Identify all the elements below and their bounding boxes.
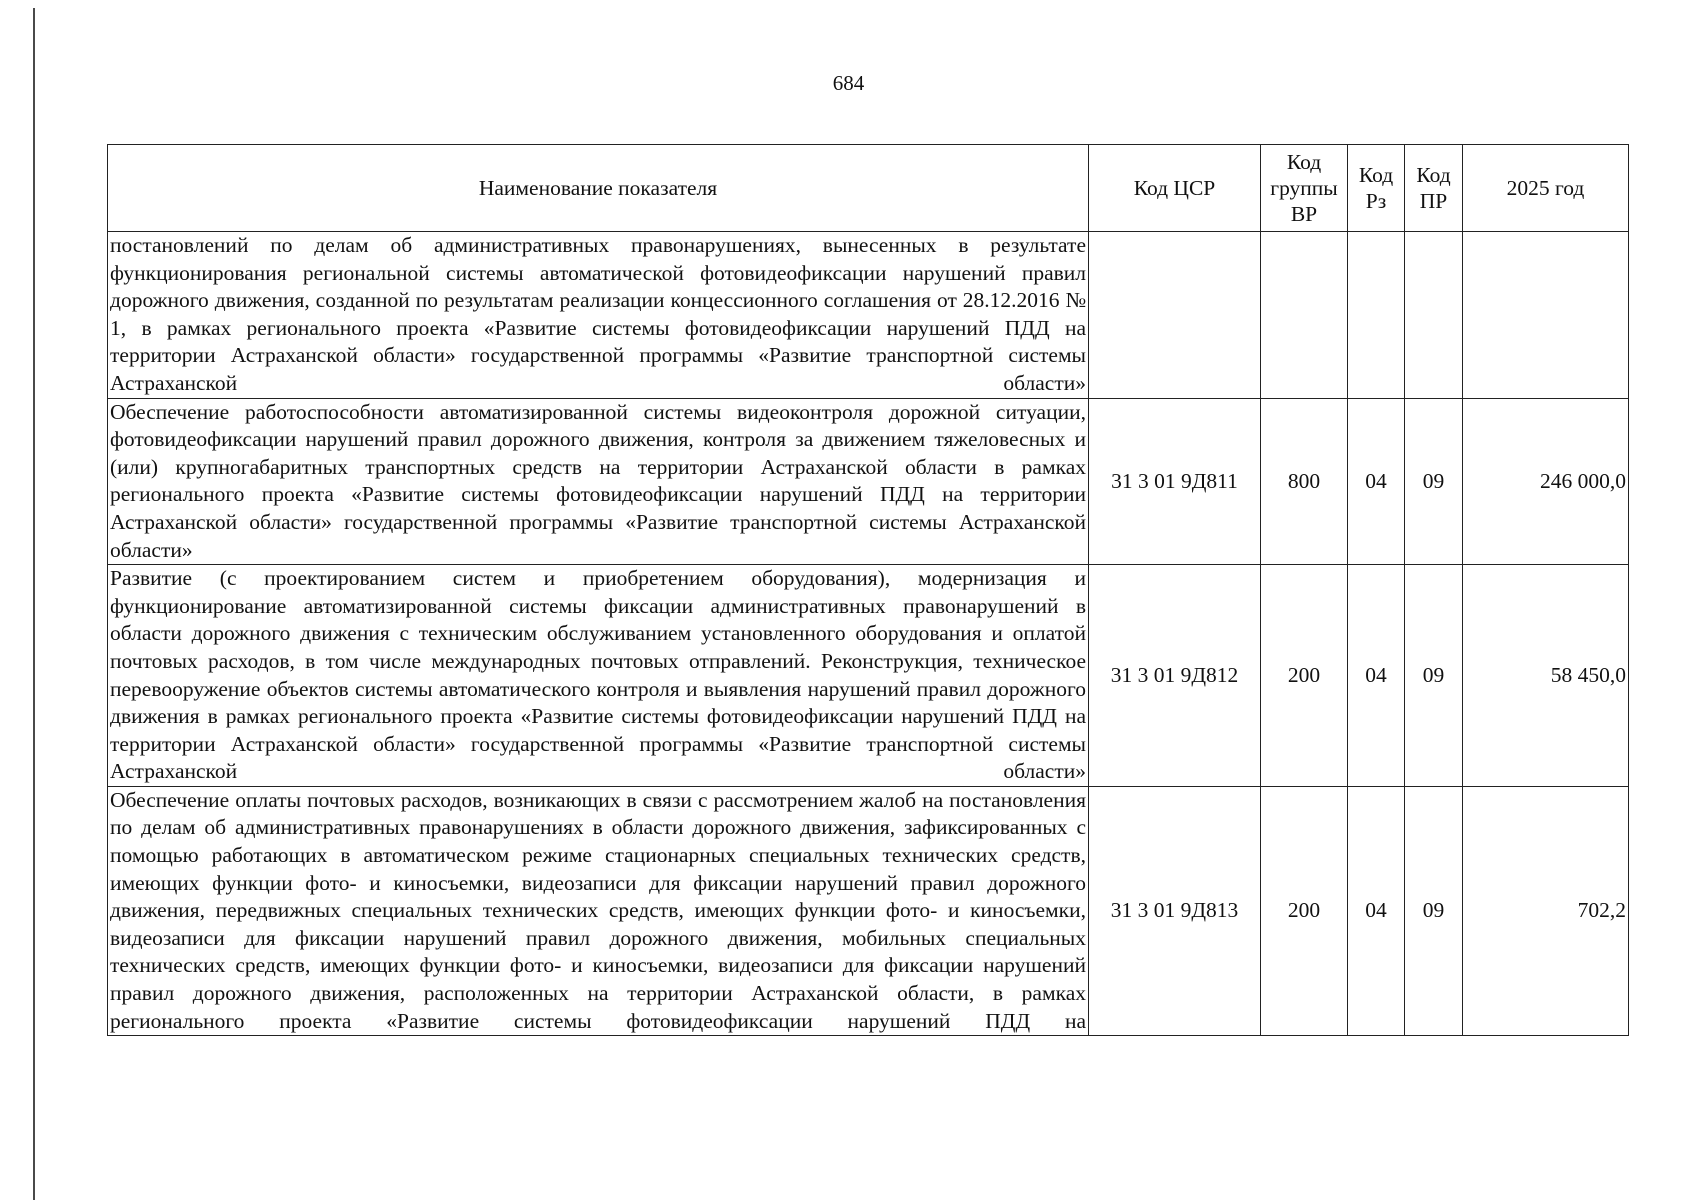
row-name: Развитие (с проектированием систем и приобретением оборудования), модернизация и функционирование автоматизированной системы фиксации административных правонарушений в области дорожного движения с техническим обслуживанием установленного оборудования и оплатой почтовых расходов, в том числе международных почтовых отправлений. Реконструкция, техническое перевооружение объектов системы автоматического контроля и выявления нарушений правил дорожного движения в рамках регионального проекта «Развитие системы фотовидеофиксации нарушений ПДД на территории Астраханской области» государственной программы «Развитие транспортной системы Астраханской области» xyxy=(108,565,1089,787)
row-vr-code: 200 xyxy=(1261,565,1348,787)
header-vr-code: Код группы ВР xyxy=(1261,145,1348,232)
table-row xyxy=(108,786,1629,1035)
header-csr-code: Код ЦСР xyxy=(1089,145,1261,232)
row-csr-code: 31 3 01 9Д813 xyxy=(1089,786,1261,1035)
row-rz-code: 04 xyxy=(1348,565,1405,787)
row-csr-code: 31 3 01 9Д812 xyxy=(1089,565,1261,787)
row-amount: 58 450,0 xyxy=(1463,565,1629,787)
row-vr-code xyxy=(1261,232,1348,399)
row-amount: 246 000,0 xyxy=(1463,398,1629,565)
table-row xyxy=(108,232,1629,399)
page-number: 684 xyxy=(832,71,865,95)
row-vr-code: 800 xyxy=(1261,398,1348,565)
row-rz-code xyxy=(1348,232,1405,399)
header-rz-code: Код Рз xyxy=(1348,145,1405,232)
table-row xyxy=(108,398,1629,565)
row-csr-code: 31 3 01 9Д811 xyxy=(1089,398,1261,565)
row-rz-code: 04 xyxy=(1348,398,1405,565)
header-year-2025: 2025 год xyxy=(1463,145,1629,232)
budget-table xyxy=(107,144,1629,1036)
row-pr-code xyxy=(1405,232,1463,399)
row-csr-code xyxy=(1089,232,1261,399)
header-name: Наименование показателя xyxy=(108,145,1089,232)
row-pr-code: 09 xyxy=(1405,398,1463,565)
row-name: постановлений по делам об административных правонарушениях, вынесенных в результате функционирования региональной системы автоматической фотовидеофиксации нарушений правил дорожного движения, созданной по результатам реализации концессионного соглашения от 28.12.2016 № 1, в рамках регионального проекта «Развитие системы фотовидеофиксации нарушений ПДД на территории Астраханской области» государственной программы «Развитие транспортной системы Астраханской области» xyxy=(108,232,1089,399)
row-amount: 702,2 xyxy=(1463,786,1629,1035)
row-rz-code: 04 xyxy=(1348,786,1405,1035)
header-pr-code: Код ПР xyxy=(1405,145,1463,232)
table-row xyxy=(108,565,1629,787)
row-amount xyxy=(1463,232,1629,399)
row-pr-code: 09 xyxy=(1405,565,1463,787)
row-pr-code: 09 xyxy=(1405,786,1463,1035)
binding-margin-line xyxy=(33,8,35,1200)
row-vr-code: 200 xyxy=(1261,786,1348,1035)
row-name: Обеспечение работоспособности автоматизированной системы видеоконтроля дорожной ситуации, фотовидеофиксации нарушений правил дорожного движения, контроля за движением тяжеловесных и (или) крупногабаритных транспортных средств на территории Астраханской области в рамках регионального проекта «Развитие системы фотовидеофиксации нарушений ПДД на территории Астраханской области» государственной программы «Развитие транспортной системы Астраханской области» xyxy=(108,398,1089,565)
row-name: Обеспечение оплаты почтовых расходов, возникающих в связи с рассмотрением жалоб на постановления по делам об административных правонарушениях в области дорожного движения, зафиксированных с помощью работающих в автоматическом режиме стационарных специальных технических средств, имеющих функции фото- и киносъемки, видеозаписи для фиксации нарушений правил дорожного движения, передвижных специальных технических средств, имеющих функции фото- и киносъемки, видеозаписи для фиксации нарушений правил дорожного движения, мобильных специальных технических средств, имеющих функции фото- и киносъемки, видеозаписи для фиксации нарушений правил дорожного движения, расположенных на территории Астраханской области, в рамках регионального проекта «Развитие системы фотовидеофиксации нарушений ПДД на xyxy=(108,786,1089,1035)
table-header-row xyxy=(108,145,1629,232)
